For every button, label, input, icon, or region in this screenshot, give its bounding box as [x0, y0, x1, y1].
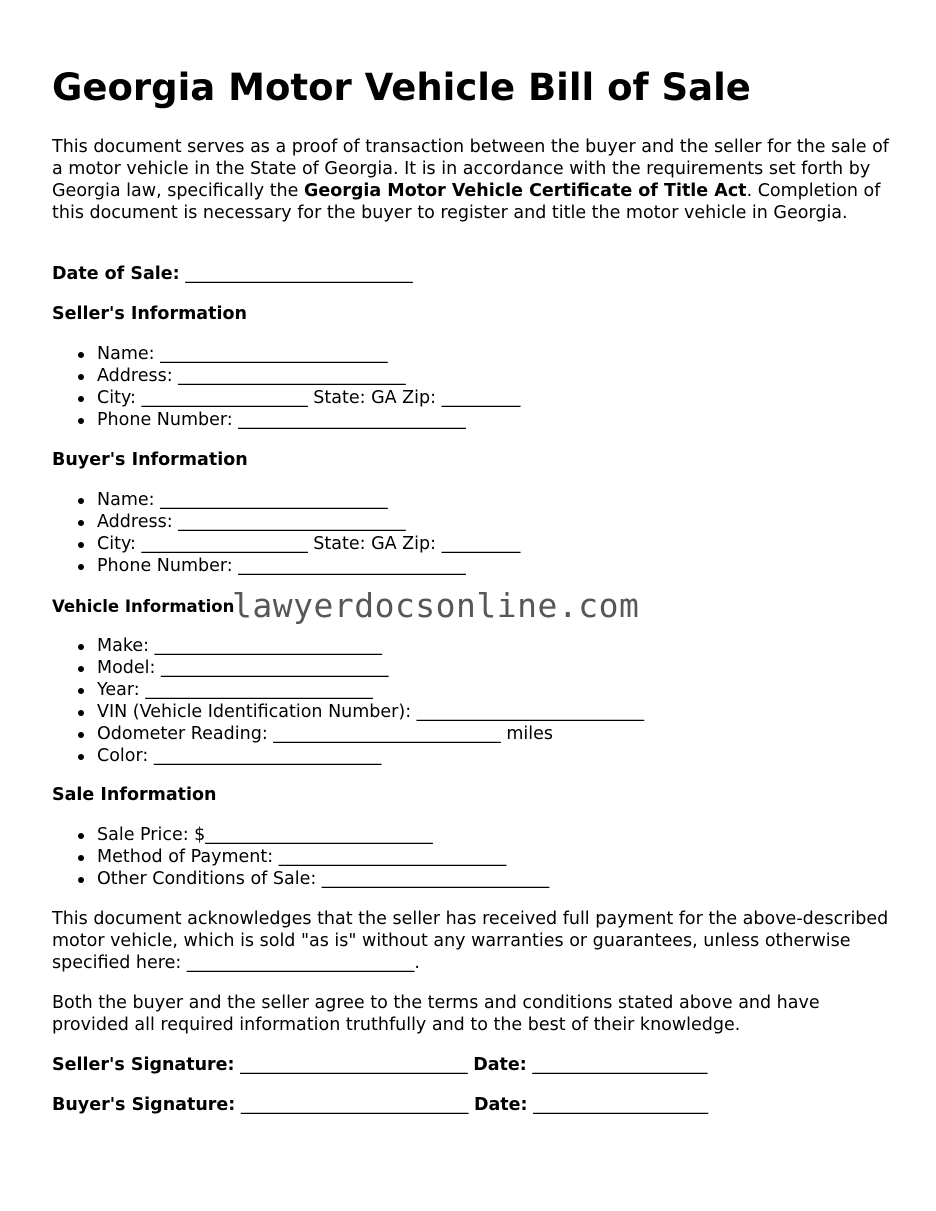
buyer-date-blank[interactable]: ____________________ [533, 1095, 709, 1115]
seller-date-blank[interactable]: ____________________ [532, 1055, 708, 1075]
buyer-signature-line [52, 1094, 708, 1116]
intro-text-end: . Completion of this document is necessary for the buyer to register and title the motor vehicle in Georgia. [52, 181, 881, 223]
seller-signature-label: Seller's Signature: [52, 1055, 235, 1075]
acknowledgement-paragraph: This document acknowledges that the seller has received full payment for the above-described motor vehicle, which is sold "as is" without any warranties or guarantees, unless otherwise specified here: __________________________. [52, 909, 889, 973]
buyer-info-heading: Buyer's Information [52, 450, 248, 470]
act-name: Georgia Motor Vehicle Certificate of Title Act [303, 181, 747, 201]
date-of-sale-label: Date of Sale: [52, 264, 180, 284]
buyer-phone-field[interactable]: Phone Number: __________________________ [52, 555, 520, 577]
intro-paragraph [52, 136, 892, 224]
vehicle-fields-list [52, 635, 644, 767]
sale-fields-list [52, 824, 549, 890]
date-of-sale-line [52, 263, 413, 285]
buyer-fields-list [52, 489, 520, 577]
seller-date-label: Date: [473, 1055, 527, 1075]
other-conditions-field[interactable]: Other Conditions of Sale: __________________________ [52, 868, 549, 890]
sale-price-field[interactable]: Sale Price: $__________________________ [52, 824, 549, 846]
seller-signature-line [52, 1054, 707, 1076]
vehicle-info-heading: Vehicle Information [52, 597, 235, 616]
vehicle-vin-field[interactable]: VIN (Vehicle Identification Number): __________________________ [52, 701, 644, 723]
vehicle-color-field[interactable]: Color: __________________________ [52, 745, 644, 767]
vehicle-make-field[interactable]: Make: __________________________ [52, 635, 644, 657]
date-of-sale-blank[interactable]: __________________________ [185, 264, 413, 284]
seller-address-field[interactable]: Address: __________________________ [52, 365, 520, 387]
seller-info-heading: Seller's Information [52, 304, 247, 324]
vehicle-year-field[interactable]: Year: __________________________ [52, 679, 644, 701]
seller-phone-field[interactable]: Phone Number: __________________________ [52, 409, 520, 431]
seller-signature-blank[interactable]: __________________________ [240, 1055, 468, 1075]
page-title: Georgia Motor Vehicle Bill of Sale [52, 66, 751, 109]
buyer-city-state-zip-field[interactable]: City: ___________________ State: GA Zip: _________ [52, 533, 520, 555]
buyer-date-label: Date: [473, 1095, 528, 1115]
buyer-signature-blank[interactable]: __________________________ [240, 1095, 469, 1115]
buyer-name-field[interactable]: Name: __________________________ [52, 489, 520, 511]
watermark: lawyerdocsonline.com [232, 586, 640, 625]
seller-name-field[interactable]: Name: __________________________ [52, 343, 520, 365]
agreement-paragraph: Both the buyer and the seller agree to the terms and conditions stated above and have provided all required information truthfully and to the best of their knowledge. [52, 993, 820, 1035]
seller-fields-list [52, 343, 520, 431]
sale-info-heading: Sale Information [52, 785, 217, 805]
vehicle-odometer-field[interactable]: Odometer Reading: __________________________ miles [52, 723, 644, 745]
buyer-signature-label: Buyer's Signature: [52, 1095, 236, 1115]
buyer-address-field[interactable]: Address: __________________________ [52, 511, 520, 533]
intro-text-start: This document serves as a proof of transaction between the buyer and the seller for the sale of a motor vehicle in the State of Georgia. It is in accordance with the requirements set forth by Georgia law, specifically the [52, 137, 889, 201]
vehicle-model-field[interactable]: Model: __________________________ [52, 657, 644, 679]
payment-method-field[interactable]: Method of Payment: __________________________ [52, 846, 549, 868]
seller-city-state-zip-field[interactable]: City: ___________________ State: GA Zip: _________ [52, 387, 520, 409]
